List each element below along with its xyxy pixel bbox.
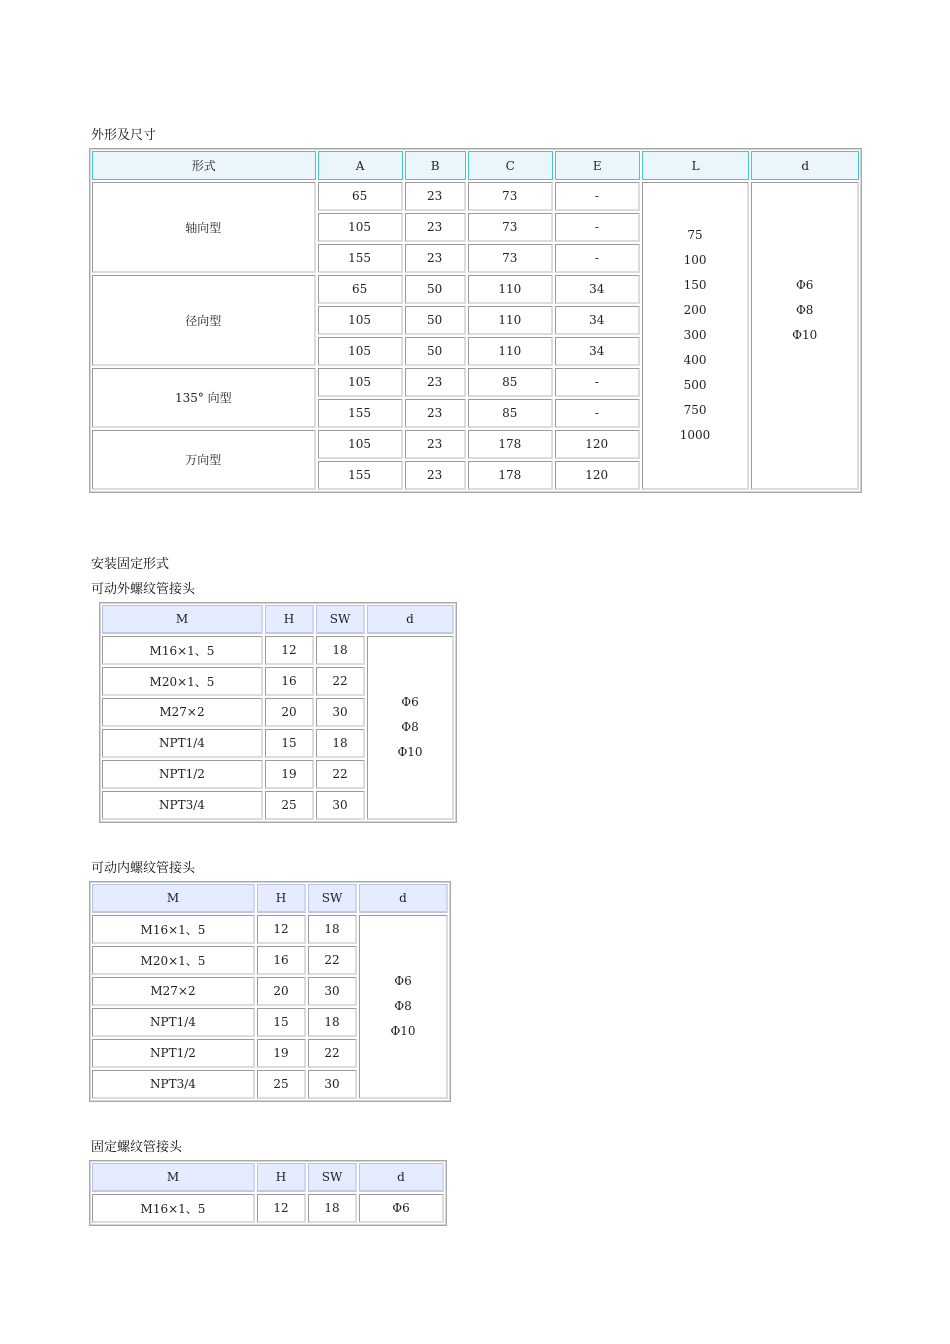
l-value: 75 <box>687 228 703 242</box>
d-value: Φ10 <box>390 1024 416 1038</box>
external-thread-table <box>99 602 457 823</box>
cell-c: 85 <box>468 368 553 397</box>
form-cell: 135° 向型 <box>92 368 316 428</box>
cell-e: 120 <box>555 461 640 490</box>
external-thread-title: 可动外螺纹管接头 <box>91 582 196 597</box>
header-h: H <box>265 605 314 634</box>
l-value: 400 <box>683 353 707 367</box>
l-value: 750 <box>683 403 707 417</box>
cell-c: 85 <box>468 399 553 428</box>
cell-sw: 22 <box>316 667 365 696</box>
cell-m: M27×2 <box>102 698 263 727</box>
table-row <box>92 182 859 211</box>
header-e: E <box>555 151 640 180</box>
form-cell: 径向型 <box>92 275 316 366</box>
cell-c: 73 <box>468 213 553 242</box>
cell-sw: 18 <box>308 1194 357 1223</box>
cell-c: 110 <box>468 306 553 335</box>
d-value: Φ10 <box>397 745 423 759</box>
cell-sw: 18 <box>308 1008 357 1037</box>
table-row <box>102 636 454 665</box>
cell-m: M27×2 <box>92 977 255 1006</box>
d-value: Φ8 <box>795 303 814 317</box>
d-values-cell <box>751 182 859 490</box>
l-value: 300 <box>683 328 707 342</box>
cell-sw: 22 <box>316 760 365 789</box>
header-l: L <box>642 151 750 180</box>
cell-e: - <box>555 182 640 211</box>
table-header-row <box>92 1163 444 1192</box>
d-value: Φ6 <box>394 974 412 988</box>
header-h: H <box>257 884 306 913</box>
cell-h: 12 <box>265 636 314 665</box>
header-c: C <box>468 151 553 180</box>
l-value: 100 <box>683 253 707 267</box>
cell-h: 19 <box>257 1039 306 1068</box>
cell-a: 155 <box>318 399 403 428</box>
header-a: A <box>318 151 403 180</box>
header-m: M <box>92 884 255 913</box>
d-values-cell <box>367 636 454 820</box>
cell-c: 178 <box>468 461 553 490</box>
form-cell: 万向型 <box>92 430 316 490</box>
cell-sw: 22 <box>308 946 357 975</box>
cell-b: 23 <box>405 182 466 211</box>
cell-b: 23 <box>405 213 466 242</box>
cell-b: 23 <box>405 461 466 490</box>
d-value: Φ10 <box>792 328 818 342</box>
cell-m: NPT1/2 <box>92 1039 255 1068</box>
cell-e: - <box>555 399 640 428</box>
cell-a: 105 <box>318 213 403 242</box>
cell-m: NPT1/2 <box>102 760 263 789</box>
header-m: M <box>92 1163 255 1192</box>
cell-m: NPT3/4 <box>102 791 263 820</box>
cell-e: - <box>555 368 640 397</box>
cell-e: 120 <box>555 430 640 459</box>
cell-m: M20×1、5 <box>92 946 255 975</box>
d-values-cell <box>359 915 448 1099</box>
cell-a: 105 <box>318 430 403 459</box>
l-value: 200 <box>683 303 707 317</box>
l-values-cell <box>642 182 750 490</box>
cell-h: 20 <box>265 698 314 727</box>
cell-h: 25 <box>257 1070 306 1099</box>
dimensions-table <box>89 148 862 493</box>
internal-thread-table <box>89 881 451 1102</box>
cell-e: 34 <box>555 306 640 335</box>
d-value: Φ8 <box>401 720 419 734</box>
cell-b: 23 <box>405 368 466 397</box>
header-sw: SW <box>308 1163 357 1192</box>
cell-a: 105 <box>318 337 403 366</box>
header-sw: SW <box>316 605 365 634</box>
header-d: d <box>367 605 454 634</box>
cell-h: 15 <box>265 729 314 758</box>
fixed-thread-title: 固定螺纹管接头 <box>91 1140 183 1155</box>
cell-h: 19 <box>265 760 314 789</box>
d-value: Φ6 <box>795 278 814 292</box>
cell-c: 178 <box>468 430 553 459</box>
header-form: 形式 <box>92 151 316 180</box>
cell-e: 34 <box>555 337 640 366</box>
cell-h: 20 <box>257 977 306 1006</box>
cell-sw: 18 <box>316 729 365 758</box>
cell-sw: 18 <box>316 636 365 665</box>
fixed-thread-table <box>89 1160 447 1226</box>
cell-sw: 22 <box>308 1039 357 1068</box>
dimensions-title: 外形及尺寸 <box>91 128 157 143</box>
cell-sw: 30 <box>316 698 365 727</box>
cell-b: 50 <box>405 337 466 366</box>
cell-sw: 30 <box>308 977 357 1006</box>
table-row <box>92 1194 444 1223</box>
cell-a: 155 <box>318 461 403 490</box>
cell-d: Φ6 <box>359 1194 444 1223</box>
cell-m: NPT1/4 <box>92 1008 255 1037</box>
cell-m: M16×1、5 <box>92 1194 255 1223</box>
table-header-row <box>102 605 454 634</box>
header-d: d <box>751 151 859 180</box>
cell-m: M16×1、5 <box>102 636 263 665</box>
cell-c: 110 <box>468 337 553 366</box>
header-d: d <box>359 1163 444 1192</box>
cell-m: NPT3/4 <box>92 1070 255 1099</box>
cell-h: 16 <box>257 946 306 975</box>
cell-h: 16 <box>265 667 314 696</box>
l-value: 150 <box>683 278 707 292</box>
cell-a: 65 <box>318 182 403 211</box>
cell-m: M16×1、5 <box>92 915 255 944</box>
header-h: H <box>257 1163 306 1192</box>
cell-sw: 30 <box>316 791 365 820</box>
cell-e: 34 <box>555 275 640 304</box>
cell-e: - <box>555 244 640 273</box>
cell-e: - <box>555 213 640 242</box>
mounting-title: 安装固定形式 <box>91 557 170 572</box>
cell-a: 105 <box>318 306 403 335</box>
d-value: Φ6 <box>401 695 419 709</box>
cell-b: 50 <box>405 306 466 335</box>
cell-h: 15 <box>257 1008 306 1037</box>
table-header-row <box>92 884 448 913</box>
l-value: 500 <box>683 378 707 392</box>
cell-a: 155 <box>318 244 403 273</box>
cell-b: 23 <box>405 399 466 428</box>
cell-b: 50 <box>405 275 466 304</box>
cell-a: 65 <box>318 275 403 304</box>
cell-c: 73 <box>468 244 553 273</box>
d-value: Φ8 <box>394 999 412 1013</box>
internal-thread-title: 可动内螺纹管接头 <box>91 861 196 876</box>
cell-b: 23 <box>405 430 466 459</box>
cell-h: 25 <box>265 791 314 820</box>
cell-a: 105 <box>318 368 403 397</box>
header-m: M <box>102 605 263 634</box>
header-b: B <box>405 151 466 180</box>
cell-b: 23 <box>405 244 466 273</box>
cell-c: 73 <box>468 182 553 211</box>
cell-sw: 18 <box>308 915 357 944</box>
header-sw: SW <box>308 884 357 913</box>
cell-c: 110 <box>468 275 553 304</box>
cell-m: M20×1、5 <box>102 667 263 696</box>
header-d: d <box>359 884 448 913</box>
table-row <box>92 915 448 944</box>
form-cell: 轴向型 <box>92 182 316 273</box>
cell-h: 12 <box>257 915 306 944</box>
cell-sw: 30 <box>308 1070 357 1099</box>
l-value: 1000 <box>679 428 711 442</box>
cell-h: 12 <box>257 1194 306 1223</box>
table-header-row <box>92 151 859 180</box>
cell-m: NPT1/4 <box>102 729 263 758</box>
